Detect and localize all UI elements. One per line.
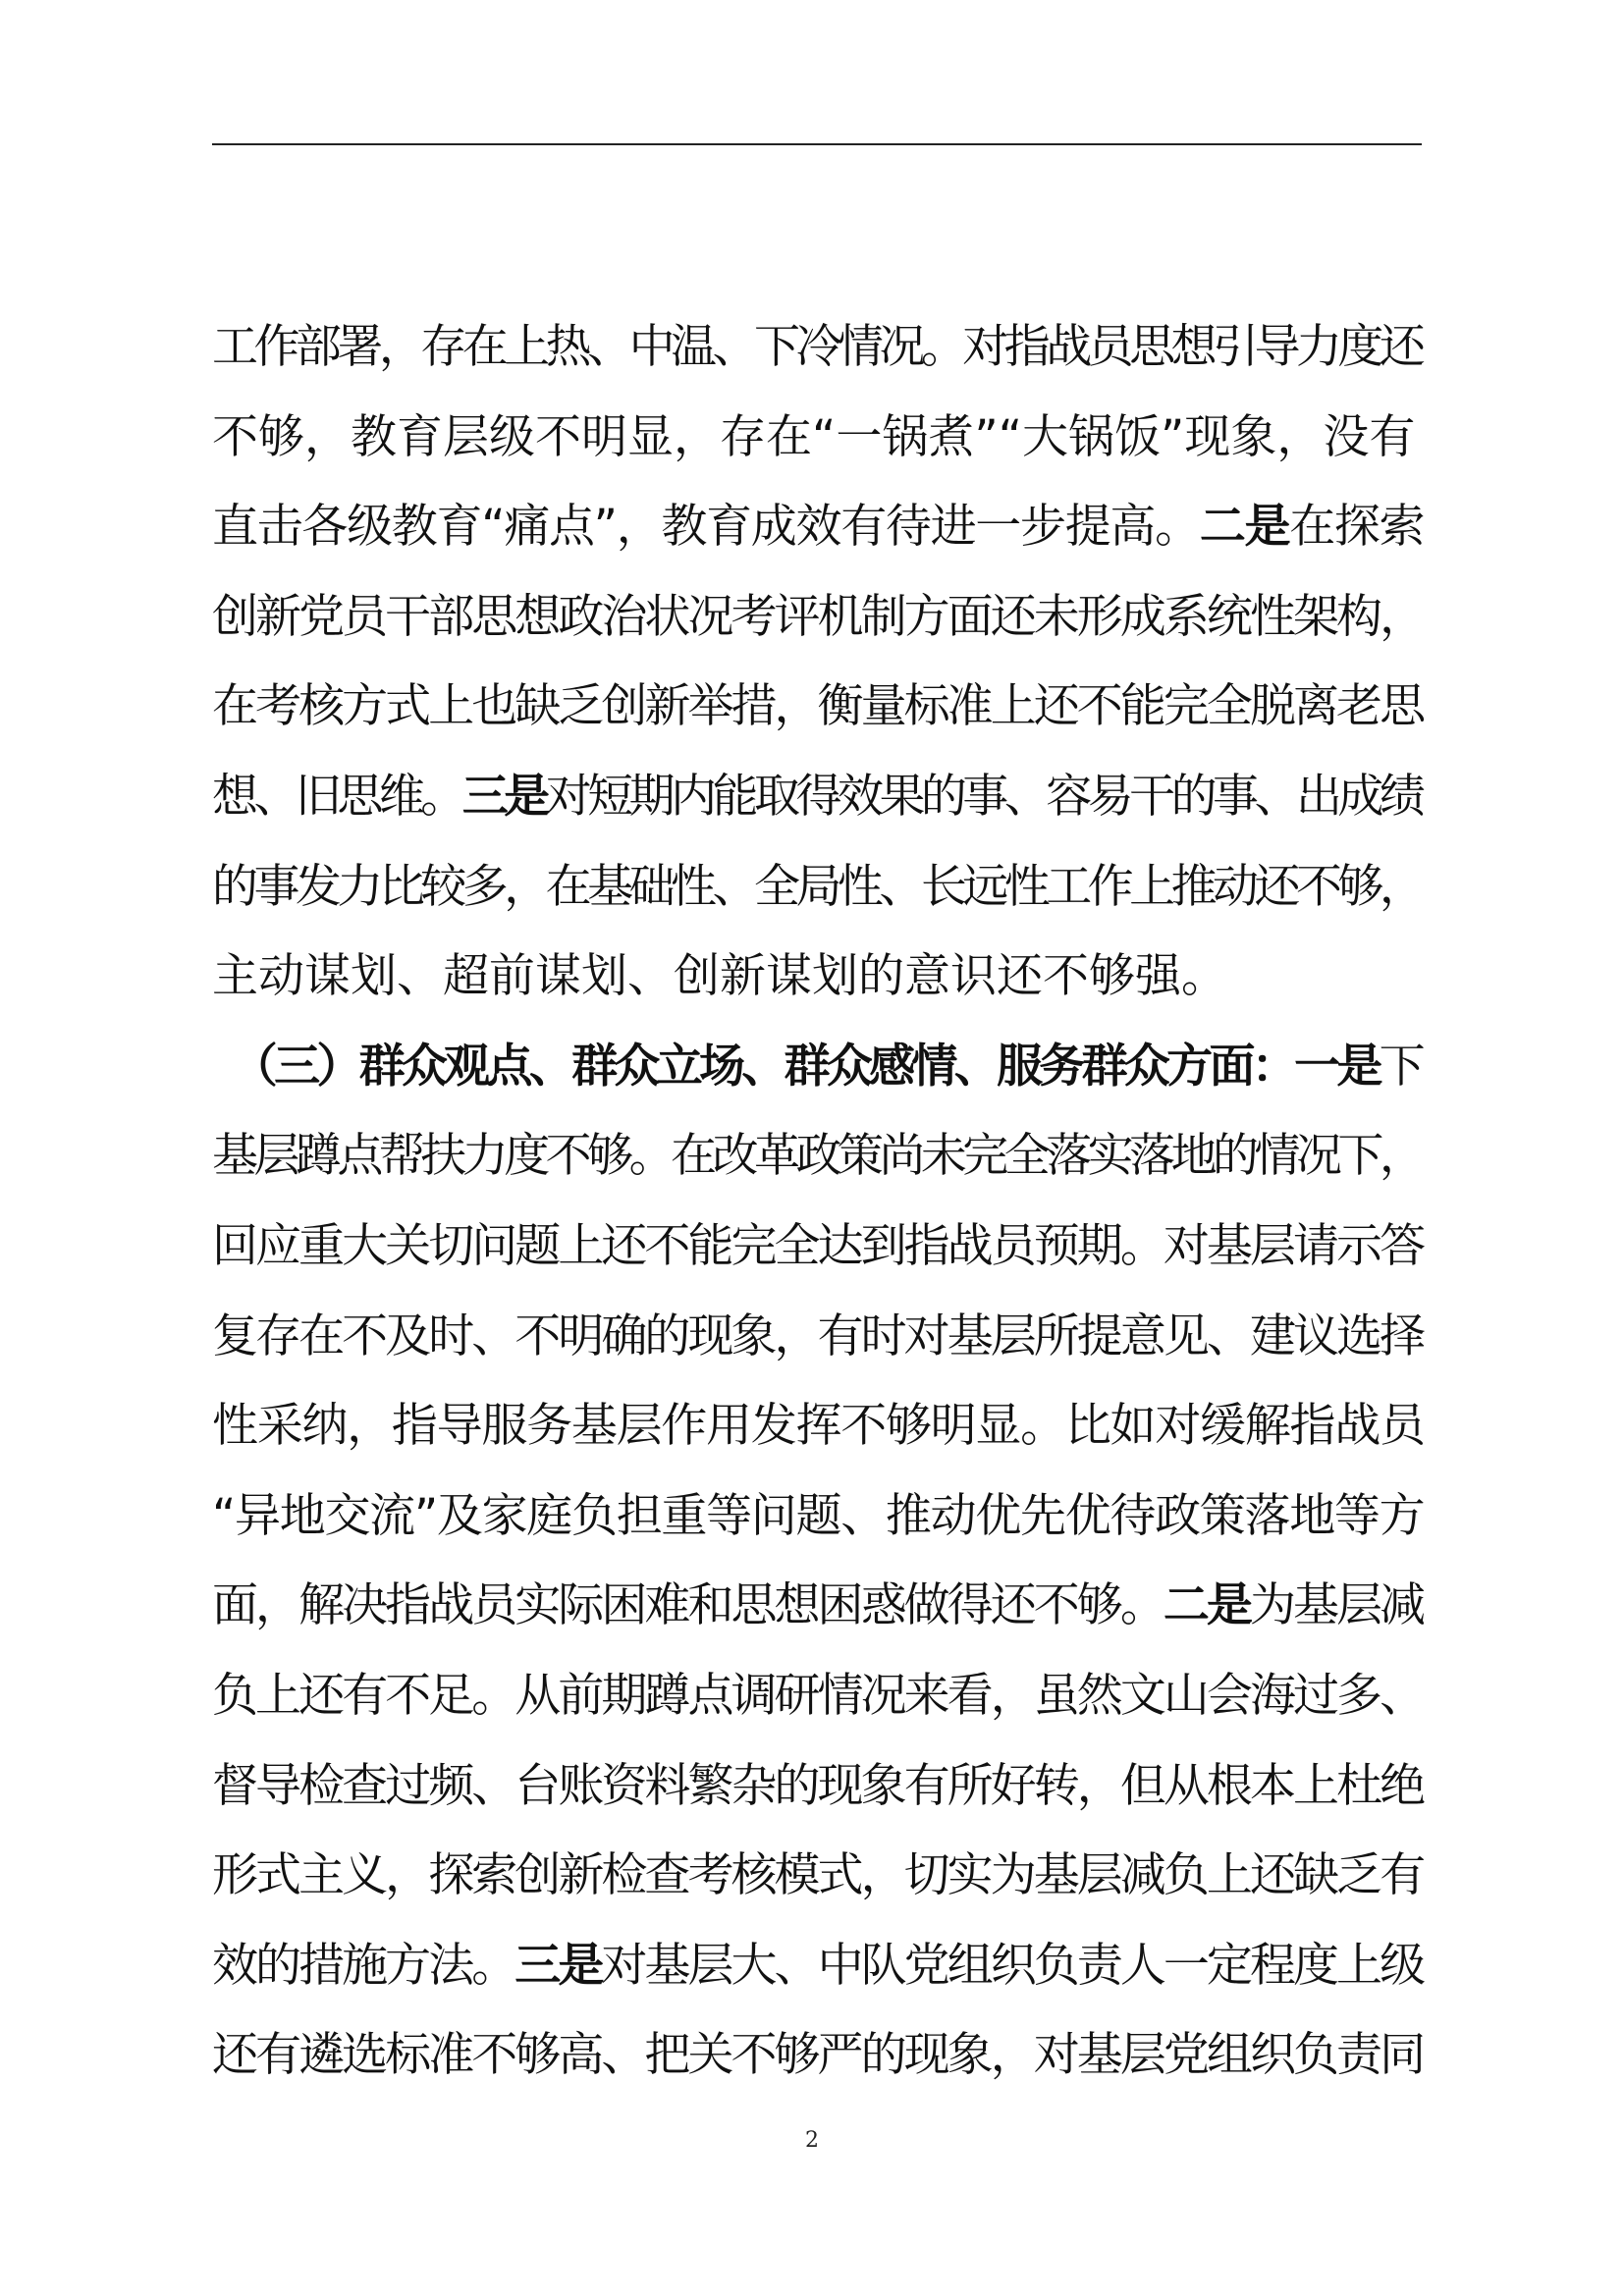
text-segment: 对基层大、中队党组织负责人一定程度上级 [601,1938,1424,1993]
text-line [212,1022,1426,1112]
text-segment: 负上还有不足。从前期蹲点调研情况来看，虽然文山会海过多、 [212,1668,1424,1723]
text-line [212,1831,1426,1921]
text-segment: 主动谋划、超前谋划、创新谋划的意识还不够强。 [212,949,1227,1004]
text-line [212,302,1426,393]
text-segment: 在探索 [1289,500,1425,555]
text-segment: 形式主义，探索创新检查考核模式，切实为基层减负上还缺乏有 [212,1848,1424,1903]
text-line [212,1292,1426,1382]
bold-text-segment: （三）群众观点、群众立场、群众感情、服务群众方面：一是 [212,1039,1380,1094]
text-segment: 回应重大关切问题上还不能完全达到指战员预期。对基层请示答 [212,1218,1424,1273]
text-segment: “异地交流”及家庭负担重等问题、推动优先优待政策落地等方 [212,1488,1425,1543]
text-line [212,662,1426,752]
text-segment: 的事发力比较多，在基础性、全局性、长远性工作上推动还不够， [212,859,1422,914]
text-segment: 面，解决指战员实际困难和思想困惑做得还不够。 [212,1578,1164,1633]
text-line [212,1921,1426,2011]
bold-text-segment: 二是 [1163,1578,1250,1633]
text-line [212,572,1426,663]
text-line [212,1741,1426,1832]
text-segment: 在考核方式上也缺乏创新举措，衡量标准上还不能完全脱离老思 [212,679,1424,734]
text-segment: 对短期内能取得效果的事、容易干的事、出成绩 [545,769,1422,824]
text-segment: 复存在不及时、不明确的现象，有时对基层所提意见、建议选择 [212,1308,1424,1363]
header-rule [212,143,1422,145]
text-line [212,842,1426,933]
text-segment: 创新党员干部思想政治状况考评机制方面还未形成系统性架构， [212,589,1424,644]
text-segment: 效的措施方法。 [212,1938,515,1993]
text-line [212,1201,1426,1292]
text-segment: 不够，教育层级不明显，存在“一锅煮”“大锅饭”现象，没有 [212,409,1416,464]
text-segment: 督导检查过频、台账资料繁杂的现象有所好转，但从根本上杜绝 [212,1758,1424,1813]
text-line [212,1111,1426,1201]
bold-text-segment: 三是 [461,769,546,824]
document-body [212,302,1426,2101]
text-segment: 性采纳，指导服务基层作用发挥不够明显。比如对缓解指战员 [212,1399,1425,1454]
text-line [212,1381,1426,1471]
text-segment: 下 [1379,1039,1422,1094]
text-segment: 基层蹲点帮扶力度不够。在改革政策尚未完全落实落地的情况下， [212,1129,1422,1184]
bold-text-segment: 二是 [1199,500,1290,555]
text-segment: 还有遴选标准不够高、把关不够严的现象，对基层党组织负责同 [212,2028,1424,2083]
text-line [212,393,1426,483]
text-line [212,1561,1426,1651]
text-line [212,1471,1426,1562]
text-line [212,2010,1426,2101]
text-segment: 工作部署，存在上热、中温、下冷情况。对指战员思想引导力度还 [212,320,1422,374]
text-line [212,752,1426,842]
text-line [212,482,1426,572]
text-line [212,932,1426,1022]
text-segment: 想、旧思维。 [212,769,462,824]
text-line [212,1651,1426,1741]
page-number: 2 [805,2128,819,2153]
text-segment: 为基层减 [1249,1578,1424,1633]
text-segment: 直击各级教育“痛点”，教育成效有待进一步提高。 [212,500,1200,555]
bold-text-segment: 三是 [514,1938,602,1993]
